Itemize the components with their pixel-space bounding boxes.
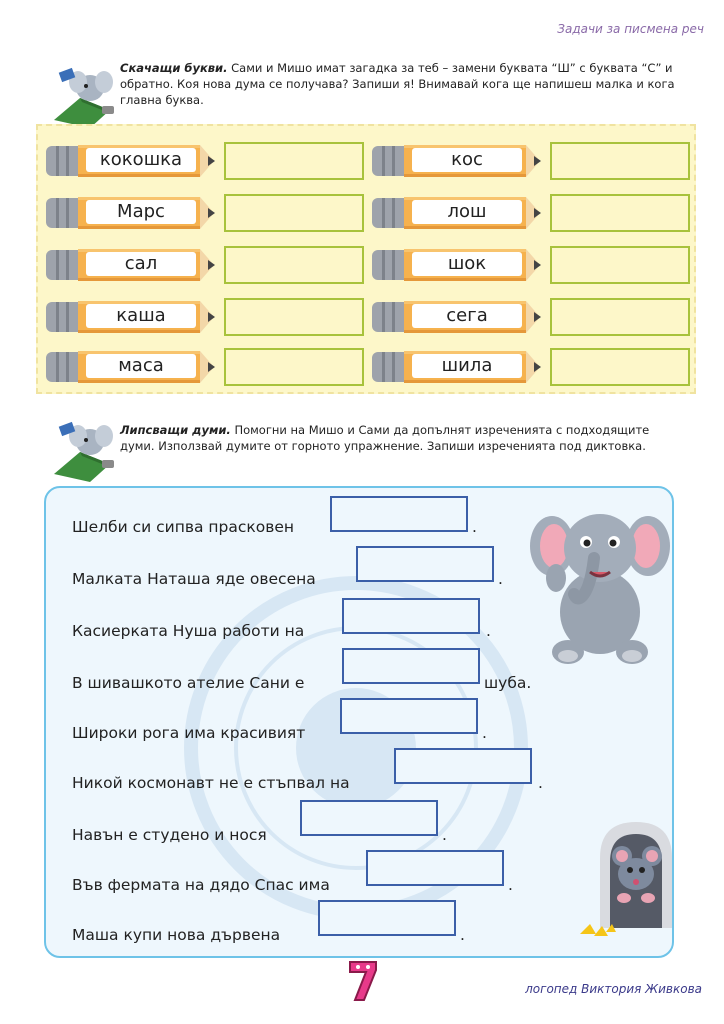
word-label: кос — [412, 148, 522, 172]
pencil-icon — [372, 142, 547, 180]
sentence-8-end: . — [508, 876, 513, 894]
exercise2-text: Помогни на Мишо и Сами да допълнят изреченията с подходящите думи. Използвай думите от горното упражнение. Запиши изреченията под диктовка. — [120, 423, 650, 453]
word-label: сал — [86, 252, 196, 276]
exercise1-title: Скачащи букви. — [120, 61, 228, 75]
pencil-icon — [46, 246, 221, 284]
blank-box-6[interactable] — [394, 748, 532, 784]
sentence-9-text: Маша купи нова дървена — [72, 926, 281, 944]
sentence-8-text: Във фермата на дядо Спас има — [72, 876, 330, 894]
answer-box[interactable] — [224, 246, 364, 284]
mouse-mascot-icon — [596, 818, 674, 928]
word-label: лош — [412, 200, 522, 224]
exercise1-panel — [36, 124, 696, 394]
pencil-icon — [372, 194, 547, 232]
footer-author: логопед Виктория Живкова — [525, 982, 702, 996]
blank-box-4[interactable] — [342, 648, 480, 684]
blank-box-3[interactable] — [342, 598, 480, 634]
sentence-1-text: Шелби си сипва прасковен — [72, 518, 295, 536]
sentence-6-text: Никой космонавт не е стъпвал на — [72, 774, 350, 792]
exercise2-title: Липсващи думи. — [120, 423, 231, 437]
blank-box-1[interactable] — [330, 496, 468, 532]
blank-box-2[interactable] — [356, 546, 494, 582]
pencil-icon — [46, 194, 221, 232]
elephant-reading-icon — [50, 58, 122, 130]
exercise1-text: Сами и Мишо имат загадка за теб – замени буквата “Ш” с буквата “С” и обратно. Коя нова дума се получава? Запиши я! Внимавай кога ще напишеш малка и кога главна буква. — [120, 61, 675, 107]
answer-box[interactable] — [550, 194, 690, 232]
exercise1-instructions — [120, 60, 680, 108]
pencil-icon — [46, 142, 221, 180]
word-label: шила — [412, 354, 522, 378]
sentence-7-text: Навън е студено и нося — [72, 826, 267, 844]
exercise2-panel — [44, 486, 674, 958]
pencil-icon — [46, 298, 221, 336]
answer-box[interactable] — [550, 298, 690, 336]
elephant-mascot-icon — [530, 502, 670, 672]
sentence-5-text: Широки рога има красивият — [72, 724, 306, 742]
pencil-icon — [372, 348, 547, 386]
blank-box-9[interactable] — [318, 900, 456, 936]
word-label: сега — [412, 304, 522, 328]
sentence-4-end: шуба. — [484, 674, 532, 692]
cheese-icon — [578, 918, 618, 938]
sentence-9-end: . — [460, 926, 465, 944]
blank-box-7[interactable] — [300, 800, 438, 836]
word-label: кокошка — [86, 148, 196, 172]
sentence-7-end: . — [442, 826, 447, 844]
blank-box-8[interactable] — [366, 850, 504, 886]
answer-box[interactable] — [550, 246, 690, 284]
pencil-icon — [46, 348, 221, 386]
answer-box[interactable] — [224, 348, 364, 386]
answer-box[interactable] — [550, 142, 690, 180]
blank-box-5[interactable] — [340, 698, 478, 734]
sentence-6-end: . — [538, 774, 543, 792]
page-number-icon — [346, 958, 380, 1004]
word-label: шок — [412, 252, 522, 276]
answer-box[interactable] — [224, 298, 364, 336]
answer-box[interactable] — [224, 142, 364, 180]
page-header-title: Задачи за писмена реч — [557, 22, 704, 36]
word-label: Марс — [86, 200, 196, 224]
sentence-3-text: Касиерката Нуша работи на — [72, 622, 305, 640]
pencil-icon — [372, 298, 547, 336]
exercise2-instructions — [120, 422, 680, 454]
word-label: каша — [86, 304, 196, 328]
sentence-5-end: . — [482, 724, 487, 742]
answer-box[interactable] — [550, 348, 690, 386]
sentence-1-end: . — [472, 518, 477, 536]
pencil-icon — [372, 246, 547, 284]
page-number — [0, 0, 1, 1]
sentence-4-text: В шивашкото ателие Сани е — [72, 674, 305, 692]
word-label: маса — [86, 354, 196, 378]
sentence-2-end: . — [498, 570, 503, 588]
answer-box[interactable] — [224, 194, 364, 232]
elephant-reading-icon — [50, 412, 122, 484]
sentence-2-text: Малката Наташа яде овесена — [72, 570, 316, 588]
sentence-3-end: . — [486, 622, 491, 640]
